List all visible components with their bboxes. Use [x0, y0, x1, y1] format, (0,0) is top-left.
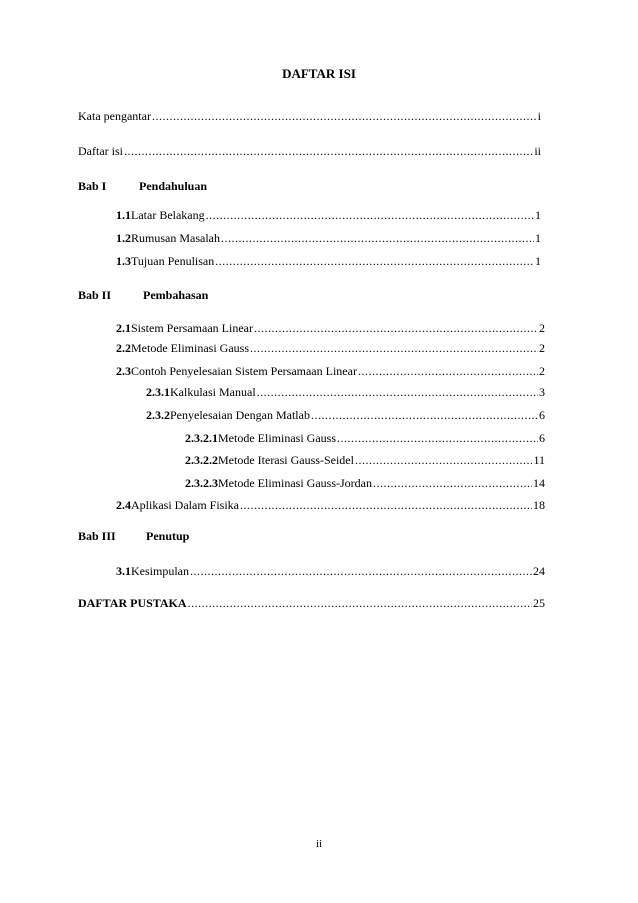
- chapter-heading-bab-ii: [78, 287, 208, 303]
- toc-entry-2-3-2-1: [185, 430, 545, 446]
- section-number: 1.3: [116, 254, 131, 268]
- dot-leader: [221, 230, 534, 246]
- section-number: 2.3.2.3: [185, 476, 218, 490]
- dot-leader: [152, 108, 537, 124]
- toc-entry-2-3-1: [146, 384, 545, 400]
- toc-entry-1-2: [116, 230, 541, 246]
- toc-entry-page: 1: [535, 254, 541, 268]
- dot-leader: [311, 407, 538, 423]
- toc-entry-page: 6: [539, 408, 545, 422]
- page-title: DAFTAR ISI: [282, 66, 356, 81]
- toc-entry-page: 1: [535, 208, 541, 222]
- toc-entry-daftar-isi: [78, 143, 541, 159]
- dot-leader: [250, 340, 538, 356]
- toc-entry-label: Latar Belakang: [131, 208, 205, 222]
- toc-entry-page: 24: [533, 564, 545, 578]
- toc-entry-label: Metode Eliminasi Gauss-Jordan: [218, 476, 372, 490]
- toc-entry-page: 6: [539, 431, 545, 445]
- toc-entry-label: Metode Eliminasi Gauss: [218, 431, 336, 445]
- toc-entry-label: Kesimpulan: [131, 564, 189, 578]
- dot-leader: [206, 207, 534, 223]
- section-number: 2.4: [116, 498, 131, 512]
- toc-entry-2-3-2: [146, 407, 545, 423]
- toc-entry-page: 14: [533, 476, 545, 490]
- toc-entry-3-1: [116, 563, 545, 579]
- toc-entry-daftar-pustaka: [78, 595, 545, 611]
- toc-entry-label: Sistem Persamaan Linear: [131, 321, 253, 335]
- toc-entry-page: 2: [539, 364, 545, 378]
- dot-leader: [215, 253, 534, 269]
- dot-leader: [254, 320, 538, 336]
- toc-entry-page: 11: [533, 453, 545, 467]
- dot-leader: [355, 452, 532, 468]
- chapter-number: Bab I: [78, 179, 107, 193]
- toc-entry-page: 18: [533, 498, 545, 512]
- chapter-title: Penutup: [146, 529, 190, 543]
- toc-entry-page: 2: [539, 321, 545, 335]
- chapter-title: Pembahasan: [143, 288, 209, 302]
- toc-entry-2-3-2-3: [185, 475, 545, 491]
- toc-entry-1-1: [116, 207, 541, 223]
- toc-entry-page: 3: [539, 385, 545, 399]
- chapter-title: Pendahuluan: [139, 179, 208, 193]
- section-number: 1.1: [116, 208, 131, 222]
- section-number: 1.2: [116, 231, 131, 245]
- toc-entry-label: Kalkulasi Manual: [170, 385, 256, 399]
- chapter-heading-bab-i: [78, 178, 207, 194]
- dot-leader: [240, 497, 532, 513]
- toc-entry-1-3: [116, 253, 541, 269]
- dot-leader: [358, 363, 538, 379]
- dot-leader: [257, 384, 538, 400]
- toc-entry-label: DAFTAR PUSTAKA: [78, 596, 187, 610]
- toc-entry-label: Rumusan Masalah: [131, 231, 220, 245]
- section-number: 2.3.1: [146, 385, 170, 399]
- toc-entry-label: Daftar isi: [78, 144, 123, 158]
- toc-entry-label: Penyelesaian Dengan Matlab: [170, 408, 310, 422]
- section-number: 2.3.2: [146, 408, 170, 422]
- toc-entry-2-2: [116, 340, 545, 356]
- toc-entry-label: Metode Iterasi Gauss-Seidel: [218, 453, 354, 467]
- toc-entry-page: ii: [534, 144, 541, 158]
- dot-leader: [124, 143, 533, 159]
- toc-entry-2-3-2-2: [185, 452, 545, 468]
- dot-leader: [188, 595, 532, 611]
- toc-entry-label: Tujuan Penulisan: [131, 254, 215, 268]
- section-number: 2.3.2.1: [185, 431, 218, 445]
- toc-entry-page: 25: [533, 596, 545, 610]
- toc-entry-label: Contoh Penyelesaian Sistem Persamaan Linear: [131, 364, 357, 378]
- toc-entry-page: 2: [539, 341, 545, 355]
- toc-entry-2-4: [116, 497, 545, 513]
- toc-entry-label: Aplikasi Dalam Fisika: [131, 498, 239, 512]
- toc-entry-2-3: [116, 363, 545, 379]
- toc-entry-page: 1: [535, 231, 541, 245]
- dot-leader: [190, 563, 532, 579]
- toc-entry-label: Metode Eliminasi Gauss: [131, 341, 249, 355]
- section-number: 2.3: [116, 364, 131, 378]
- toc-entry-2-1: [116, 320, 545, 336]
- dot-leader: [373, 475, 532, 491]
- section-number: 2.2: [116, 341, 131, 355]
- chapter-heading-bab-iii: [78, 528, 189, 544]
- chapter-number: Bab III: [78, 529, 116, 543]
- section-number: 2.3.2.2: [185, 453, 218, 467]
- footer-page-number: ii: [315, 838, 323, 850]
- section-number: 3.1: [116, 564, 131, 578]
- chapter-number: Bab II: [78, 288, 112, 302]
- dot-leader: [337, 430, 538, 446]
- toc-entry-kata-pengantar: [78, 108, 541, 124]
- section-number: 2.1: [116, 321, 131, 335]
- toc-entry-label: Kata pengantar: [78, 109, 151, 123]
- toc-entry-page: i: [537, 109, 541, 123]
